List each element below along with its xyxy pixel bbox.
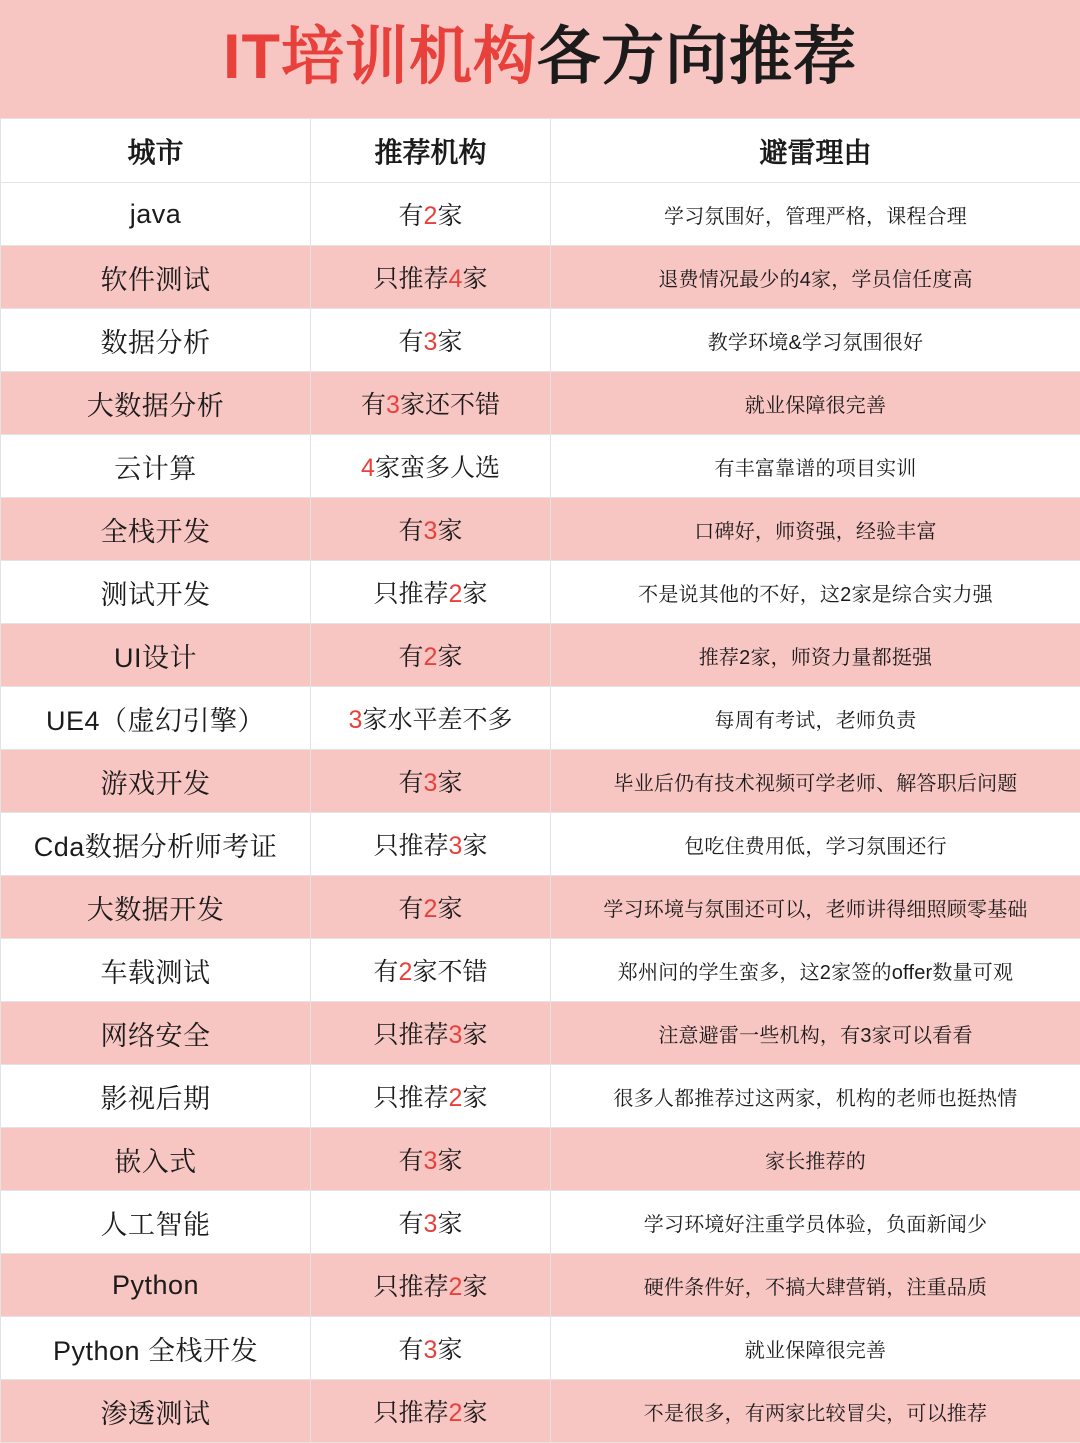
column-header-city: 城市	[1, 119, 311, 183]
cell-reason: 郑州问的学生蛮多，这2家签的offer数量可观	[551, 939, 1080, 1002]
org-count: 2	[448, 1399, 463, 1427]
table-row	[1, 1380, 1080, 1443]
cell-reason: 口碑好，师资强，经验丰富	[551, 498, 1080, 561]
cell-reason: 注意避雷一些机构，有3家可以看看	[551, 1002, 1080, 1065]
org-prefix: 有	[398, 202, 424, 230]
table-row	[1, 813, 1080, 876]
cell-org	[311, 1317, 551, 1380]
org-suffix: 家还不错	[399, 391, 500, 419]
poster-header	[0, 0, 1080, 118]
org-count: 3	[423, 328, 438, 356]
cell-reason: 就业保障很完善	[551, 372, 1080, 435]
column-header-reason: 避雷理由	[551, 119, 1080, 183]
org-prefix: 有	[398, 328, 424, 356]
table-row	[1, 876, 1080, 939]
org-suffix: 家	[462, 1021, 488, 1049]
org-prefix: 只推荐	[373, 265, 449, 293]
table-row	[1, 624, 1080, 687]
cell-city: 全栈开发	[1, 498, 311, 561]
cell-org	[311, 624, 551, 687]
org-prefix: 有	[398, 1210, 424, 1238]
cell-city: Python 全栈开发	[1, 1317, 311, 1380]
org-suffix: 家	[437, 643, 463, 671]
table-row	[1, 309, 1080, 372]
cell-org	[311, 561, 551, 624]
org-prefix: 有	[398, 895, 424, 923]
org-suffix: 家	[462, 1273, 488, 1301]
cell-org	[311, 435, 551, 498]
cell-city: 测试开发	[1, 561, 311, 624]
cell-org	[311, 876, 551, 939]
cell-reason: 学习环境好注重学员体验，负面新闻少	[551, 1191, 1080, 1254]
org-count: 3	[423, 1210, 438, 1238]
table-row	[1, 1128, 1080, 1191]
table-row	[1, 561, 1080, 624]
table-row	[1, 1254, 1080, 1317]
cell-city: UI设计	[1, 624, 311, 687]
org-prefix: 只推荐	[373, 580, 449, 608]
cell-reason: 不是很多，有两家比较冒尖，可以推荐	[551, 1380, 1080, 1443]
cell-city: 数据分析	[1, 309, 311, 372]
org-suffix: 家	[437, 769, 463, 797]
cell-city: 渗透测试	[1, 1380, 311, 1443]
table-row	[1, 939, 1080, 1002]
cell-org	[311, 750, 551, 813]
org-prefix: 有	[398, 1336, 424, 1364]
cell-reason: 毕业后仍有技术视频可学老师、解答职后问题	[551, 750, 1080, 813]
cell-city: 人工智能	[1, 1191, 311, 1254]
org-count: 2	[423, 895, 438, 923]
org-count: 2	[423, 202, 438, 230]
table-row	[1, 372, 1080, 435]
cell-city: 游戏开发	[1, 750, 311, 813]
table-row	[1, 1191, 1080, 1254]
org-suffix: 家	[462, 832, 488, 860]
org-count: 3	[448, 832, 463, 860]
org-suffix: 家	[462, 580, 488, 608]
cell-org	[311, 246, 551, 309]
table-row	[1, 1065, 1080, 1128]
org-prefix: 有	[398, 1147, 424, 1175]
org-prefix: 有	[398, 769, 424, 797]
table-row	[1, 435, 1080, 498]
org-prefix: 有	[398, 643, 424, 671]
table-header	[1, 119, 1080, 183]
org-count: 2	[448, 1273, 463, 1301]
cell-city: 车载测试	[1, 939, 311, 1002]
cell-org	[311, 1380, 551, 1443]
cell-city: 大数据分析	[1, 372, 311, 435]
cell-city: 云计算	[1, 435, 311, 498]
cell-org	[311, 813, 551, 876]
cell-city: java	[1, 183, 311, 246]
table-body	[1, 183, 1080, 1443]
cell-reason: 退费情况最少的4家，学员信任度高	[551, 246, 1080, 309]
org-suffix: 家	[462, 1084, 488, 1112]
cell-org	[311, 498, 551, 561]
org-suffix: 家	[437, 1210, 463, 1238]
org-suffix: 家	[462, 265, 488, 293]
cell-org	[311, 687, 551, 750]
cell-org	[311, 372, 551, 435]
org-prefix: 有	[398, 517, 424, 545]
cell-city: Python	[1, 1254, 311, 1317]
org-count: 3	[448, 1021, 463, 1049]
table-row	[1, 1002, 1080, 1065]
org-count: 3	[423, 517, 438, 545]
org-suffix: 家	[462, 1399, 488, 1427]
org-suffix: 家蛮多人选	[374, 454, 500, 482]
org-prefix: 只推荐	[373, 1273, 449, 1301]
cell-city: 网络安全	[1, 1002, 311, 1065]
org-count: 4	[361, 454, 375, 482]
cell-reason: 很多人都推荐过这两家，机构的老师也挺热情	[551, 1065, 1080, 1128]
cell-org	[311, 939, 551, 1002]
cell-reason: 就业保障很完善	[551, 1317, 1080, 1380]
org-count: 3	[423, 1147, 438, 1175]
table-row	[1, 750, 1080, 813]
cell-city: 大数据开发	[1, 876, 311, 939]
cell-city: UE4（虚幻引擎）	[1, 687, 311, 750]
org-suffix: 家	[437, 895, 463, 923]
org-suffix: 家	[437, 1336, 463, 1364]
cell-reason: 硬件条件好，不搞大肆营销，注重品质	[551, 1254, 1080, 1317]
table-row	[1, 687, 1080, 750]
table-header-row	[1, 119, 1080, 183]
org-prefix: 有	[361, 391, 387, 419]
cell-city: Cda数据分析师考证	[1, 813, 311, 876]
org-suffix: 家水平差不多	[362, 706, 513, 734]
cell-org	[311, 1191, 551, 1254]
cell-reason: 学习环境与氛围还可以，老师讲得细照顾零基础	[551, 876, 1080, 939]
org-prefix: 只推荐	[373, 1399, 449, 1427]
page-title-dark: 各方向推荐	[537, 21, 857, 92]
cell-city: 影视后期	[1, 1065, 311, 1128]
org-count: 3	[386, 391, 400, 419]
cell-reason: 不是说其他的不好，这2家是综合实力强	[551, 561, 1080, 624]
cell-city: 软件测试	[1, 246, 311, 309]
cell-reason: 学习氛围好，管理严格，课程合理	[551, 183, 1080, 246]
cell-city: 嵌入式	[1, 1128, 311, 1191]
org-suffix: 家	[437, 328, 463, 356]
cell-org	[311, 1128, 551, 1191]
org-count: 2	[448, 580, 463, 608]
table-row	[1, 183, 1080, 246]
org-count: 3	[348, 706, 363, 734]
page-title	[223, 21, 857, 93]
org-count: 2	[423, 643, 438, 671]
org-prefix: 有	[373, 958, 399, 986]
cell-org	[311, 1254, 551, 1317]
cell-reason: 教学环境&学习氛围很好	[551, 309, 1080, 372]
org-prefix: 只推荐	[373, 832, 449, 860]
org-prefix: 只推荐	[373, 1021, 449, 1049]
cell-reason: 家长推荐的	[551, 1128, 1080, 1191]
cell-reason: 推荐2家，师资力量都挺强	[551, 624, 1080, 687]
recommendation-table	[0, 118, 1080, 1443]
org-count: 3	[423, 769, 438, 797]
cell-reason: 每周有考试，老师负责	[551, 687, 1080, 750]
org-count: 2	[398, 958, 413, 986]
cell-org	[311, 183, 551, 246]
cell-reason: 有丰富靠谱的项目实训	[551, 435, 1080, 498]
org-suffix: 家不错	[412, 958, 488, 986]
table-row	[1, 1317, 1080, 1380]
cell-org	[311, 1065, 551, 1128]
cell-org	[311, 1002, 551, 1065]
table-row	[1, 246, 1080, 309]
org-prefix: 只推荐	[373, 1084, 449, 1112]
cell-org	[311, 309, 551, 372]
org-suffix: 家	[437, 517, 463, 545]
column-header-org: 推荐机构	[311, 119, 551, 183]
cell-reason: 包吃住费用低，学习氛围还行	[551, 813, 1080, 876]
org-suffix: 家	[437, 1147, 463, 1175]
table-row	[1, 498, 1080, 561]
page-title-accent: IT培训机构	[223, 21, 537, 92]
org-count: 3	[423, 1336, 438, 1364]
org-suffix: 家	[437, 202, 463, 230]
org-count: 2	[448, 1084, 463, 1112]
org-count: 4	[448, 265, 463, 293]
